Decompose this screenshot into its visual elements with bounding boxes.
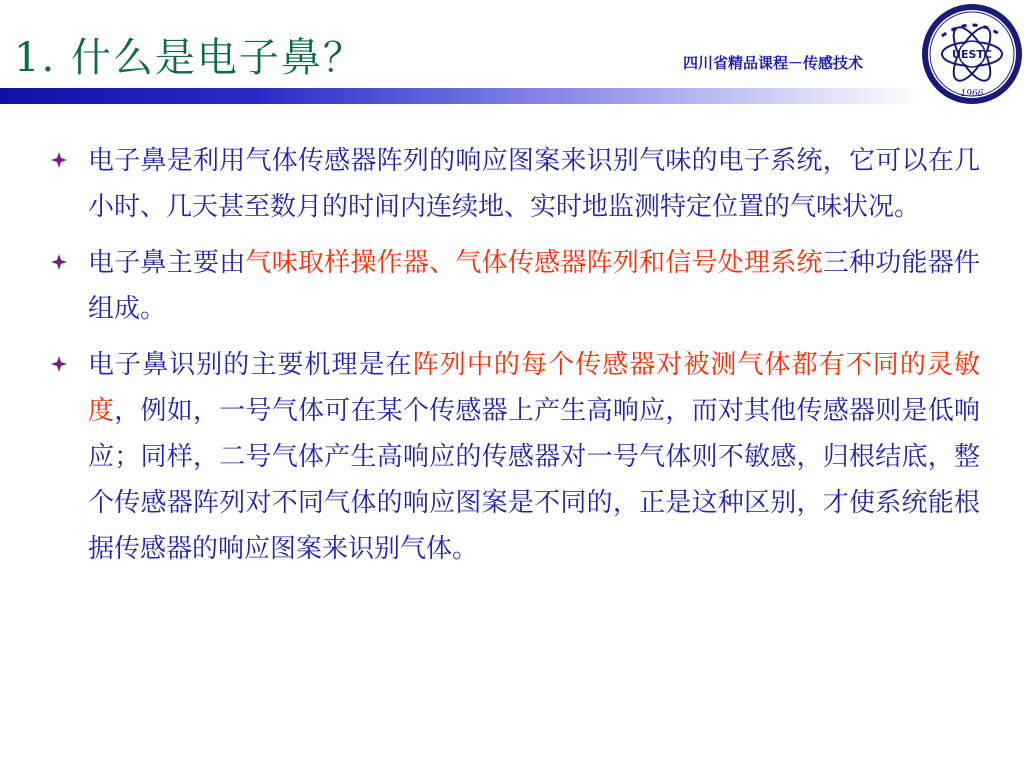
bullet-list — [50, 138, 980, 582]
diamond-bullet-icon — [50, 253, 68, 271]
diamond-bullet-icon — [50, 355, 68, 373]
bullet-text-part: 电子鼻主要由 — [88, 248, 246, 278]
bullet-item — [50, 342, 980, 572]
slide-title: 1. 什么是电子鼻？ — [14, 35, 365, 81]
logo-center-text: UESTC — [952, 48, 992, 61]
logo-year: 1966 — [960, 89, 984, 99]
bullet-text — [88, 240, 980, 332]
bullet-text-part: ，例如，一号气体可在某个传感器上产生高响应，而对其他传感器则是低响应；同样，二号气体产生高响应的传感器对一号气体则不敏感，归根结底，整个传感器阵列对不同气体的响应图案是不同的，正是这种区别，才使系统能根据传感器的响应图案来识别气体。 — [88, 396, 980, 564]
bullet-text-part: 三种功能器件组成。 — [88, 248, 980, 324]
bullet-text — [88, 138, 980, 230]
highlighted-text: 阵列中的每个传感器对被测气体都有不同的灵敏度 — [88, 350, 980, 426]
bullet-item — [50, 240, 980, 332]
diamond-bullet-icon — [50, 151, 68, 169]
bullet-text-part: 电子鼻识别的主要机理是在 — [88, 350, 413, 380]
course-tag: 四川省精品课程－传感技术 — [683, 54, 864, 72]
bullet-text — [88, 342, 980, 572]
title-divider-bar — [0, 88, 1024, 104]
university-logo — [920, 2, 1024, 106]
bullet-text-part: 电子鼻是利用气体传感器阵列的响应图案来识别气味的电子系统，它可以在几小时、几天甚至数月的时间内连续地、实时地监测特定位置的气味状况。 — [88, 146, 980, 222]
highlighted-text: 气味取样操作器、气体传感器阵列和信号处理系统 — [245, 248, 823, 278]
bullet-item — [50, 138, 980, 230]
